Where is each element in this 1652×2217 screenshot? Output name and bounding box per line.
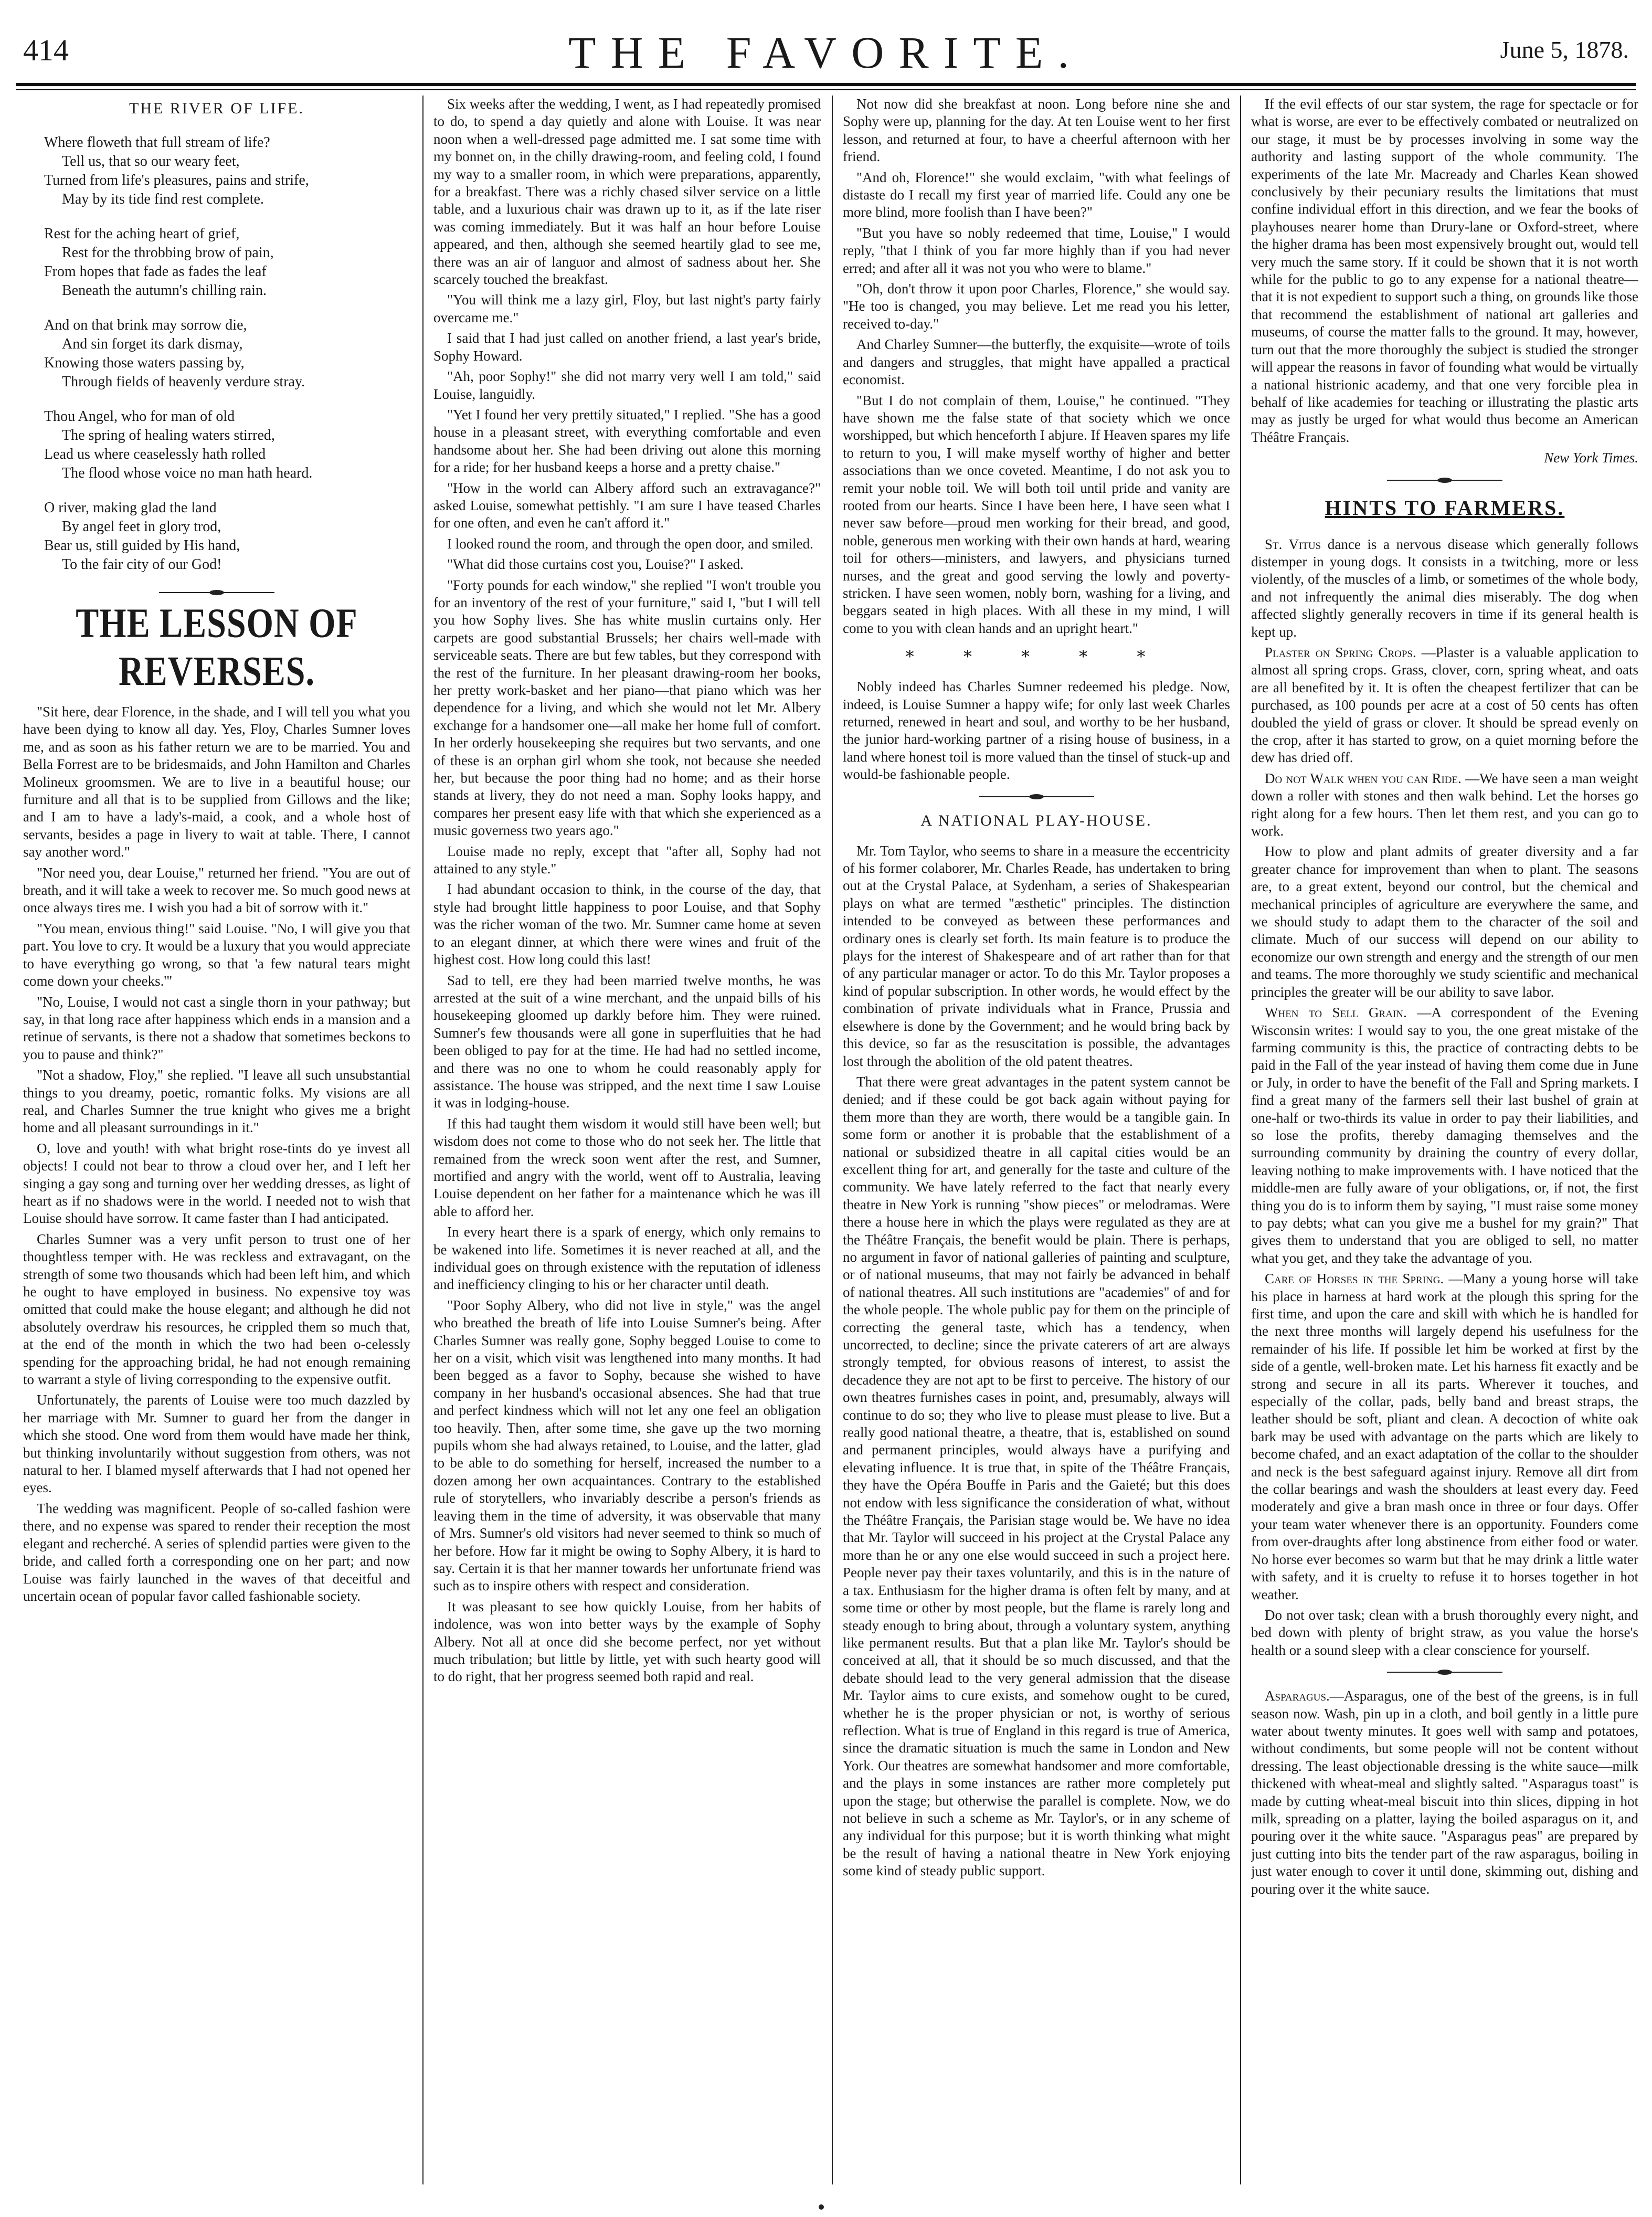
poem-line: The spring of healing waters stirred, xyxy=(62,427,275,444)
story-paragraph: "Oh, don't throw it upon poor Charles, Florence," she would say. "He too is changed, you may believe. Let me read you his letter, received to-day." xyxy=(843,281,1230,332)
story-conclusion: Nobly indeed has Charles Sumner redeemed his pledge. Now, indeed, is Louise Sumner a happy wife; for only last week Charles returned, renewed in heart and soul, and worthy to be her husband, the junior hard-working partner of a rising house of business, in a land where honest toil is more valued than the tinsel of stuck-up and would-be fashionable people. xyxy=(843,679,1230,783)
page-number: 414 xyxy=(23,33,69,67)
poem-title: THE RIVER OF LIFE. xyxy=(129,100,304,117)
poem-line: Where floweth that full stream of life? xyxy=(44,134,270,151)
poem-stanza xyxy=(44,407,410,483)
story-paragraph: "No, Louise, I would not cast a single thorn in your pathway; but say, in that long race after happiness which ends in a mansion and a retinue of servants, is there not a shadow that sometimes beckons to you to pause and think?" xyxy=(23,994,410,1062)
story-paragraph: "Poor Sophy Albery, who did not live in style," was the angel who breathed the breath of life into Louise Sumner's being. After Charles Sumner was really gone, Sophy begged Louise to come to her on a visit, which visit was lengthened into many months. It had been begged as a favor to Sophy, because she wished to have company in her husband's occasional absences. She had that true and perfect kindness which will not let any one feel an obligation too heavily. Then, after some time, she gave up the two morning pupils whom she had always retained, to Louise, and the latter, glad to be able to do something for herself, increased the number to a dozen among her own acquaintances. Contrary to the established rule of storytellers, who invariably describe a person's friends as leaving them in the time of adversity, it was observable that many of Mrs. Sumner's old visitors had never seemed to think so much of her before. How far it might be owing to Sophy Albery, it is hard to say. Certain it is that her manner towards her unfortunate friend was such as to inspire others with respect and consideration. xyxy=(433,1297,821,1594)
poem-line: And sin forget its dark dismay, xyxy=(62,336,243,352)
story-paragraph: "What did those curtains cost you, Louise?" I asked. xyxy=(447,556,744,573)
story-paragraph: Charles Sumner was a very unfit person to trust one of her thoughtless temper with. He was reckless and extravagant, on the strength of some two thousands which had been left him, and which he ought to have employed in business. No expensive toy was omitted that could make the house elegant; and although he did not absolutely overdraw his resources, he crippled them so much that, at the end of the month in which the two had been o-celessly spending for the approaching bridal, he had not enough remaining to warrant a style of living corresponding to the expensive outfit. xyxy=(23,1231,410,1388)
story-paragraph: "How in the world can Albery afford such an extravagance?" asked Louise, somewhat pettishly. "I am sure I have teased Charles for one often, and even he can't afford it." xyxy=(433,480,821,531)
playhouse-paragraph: That there were great advantages in the patent system cannot be denied; and if these could be got back again without paying for them more than they are worth, there would be a tangible gain. In some form or another it is probable that the establishment of a national or subsidized theatre in all capital cities would be an excellent thing for art, and generally for the taste and culture of the community. We have lately referred to the fact that nearly every theatre in New York is running "show pieces" or melodramas. Were there a house here in which the plays were regulated as they are at the Théâtre Français, the benefit would be plain. There is perhaps, no argument in favor of national galleries of painting and sculpture, or of national museums, that may not fairly be advanced in behalf of national theatres. All such institutions are "academies" of and for the whole people. The whole public pay for them on the principle of correcting the general taste, which has a tendency, when uncorrected, to decline; since the private caterers of art are always strongly tempted, for obvious reasons of interest, to assist the decadence they are not apt to be first to perceive. The history of our own theatres furnishes cases in point, and, presumably, always will continue to do so; they who live to please must please to live. But a really good national theatre, a theatre, that is, established on sound and permanent principles, would always have a purifying and elevating influence. It is true that, in spite of the Théâtre Français, they have the Opéra Bouffe in Paris and the Gaieté; but this does not endow with less significance the consideration of what, without the Théâtre Français, the Parisian stage would be. We have no idea that Mr. Taylor will succeed in his project at the Crystal Palace any more than he or any one else would succeed in such a project here. People never pay their taxes voluntarily, and this is in the nature of a tax. Enthusiasm for the higher drama is often felt by many, and at some time or other by most people, but the flame is rarely long and steady enough to bring about, through a voluntary system, anything like permanent results. But that a plan like Mr. Taylor's should be conceived at all, that it should be so much discussed, and that the debate should lead to the very general admission that the disease Mr. Taylor aims to cure exists, and somehow ought to be cured, whether he is the proper physician or not, is worthy of serious reflection. What is true of England in this regard is true of America, since the dramatic situation is much the same in London and New York. Our theatres are somewhat handsomer and more comfortable, and the plays in some instances are rather more completely put upon the stage; but otherwise the parallel is complete. Now, we do not believe in such a scheme as Mr. Taylor's, or in any scheme of any individual for this purpose; but it is worth thinking what might be the result of having a national theatre in New York enjoying some kind of steady public support. xyxy=(843,1073,1230,1879)
poem-stanza xyxy=(44,499,410,574)
story-paragraph: Unfortunately, the parents of Louise were too much dazzled by her marriage with Mr. Sumner to guard her from the danger in which she stood. One word from them would have made her think, but thinking involuntarily without suggestion from others, was not natural to her. I blamed myself afterwards that I had not opened her eyes. xyxy=(23,1392,410,1496)
poem-stanza xyxy=(44,316,410,392)
masthead xyxy=(16,5,1636,84)
hint-lead: Plaster on Spring Crops. xyxy=(1265,644,1416,660)
story-title: THE LESSON OF REVERSES. xyxy=(76,600,358,694)
poem-line: By angel feet in glory trod, xyxy=(62,519,221,535)
hint-paragraph xyxy=(1251,1270,1638,1603)
poem-line: Through fields of heavenly verdure stray. xyxy=(62,374,305,390)
hint-text: Do not over task; clean with a brush thoroughly every night, and bed down with plenty of bright straw, as you value the horse's health or a sound sleep with a clear conscience for yourself. xyxy=(1251,1607,1638,1658)
newspaper-title: THE FAVORITE. xyxy=(568,27,1084,78)
column-3 xyxy=(843,96,1230,2190)
story-paragraph: The wedding was magnificent. People of so-called fashion were there, and no expense was spared to render their reception the most elegant and recherché. A series of splendid parties were given to the bride, and called forth a corresponding one on her part; and now Louise was fairly launched in the waves of that deceitful and uncertain ocean of popular favor called fashionable society. xyxy=(23,1500,410,1604)
story-paragraph: "But you have so nobly redeemed that time, Louise," I would reply, "that I think of you far more highly than if you had never erred; and after all it was not you who were to blame." xyxy=(843,225,1230,276)
playhouse-text-continued xyxy=(1251,96,1638,446)
poem-stanza xyxy=(44,133,410,209)
hint-text: —Many a young horse will take his place in harness at hard work at the plough this spring for the first time, and upon the care and skill with which he is handled for the next three months will largely depend his usefulness for the remainder of his life. If possible let him be worked at first by the side of a gentle, well-broken mate. Let his harness fit exactly and be strong and secure in all its parts. Wherever it touches, and especially of the collar, pads, belly band and breast straps, the leather should be soft, pliant and clean. A decoction of white oak bark may be used with advantage on the parts which are likely to become chafed, and an exact adaptation of the collar to the shoulder and neck is the best safeguard against injury. Remove all dirt from the collar bearings and wash the shoulders at least every day. Feed moderately and give a bran mash once in three or four days. Offer your team water whenever there is an opportunity. Founders come from over-draughts after long abstinence from either food or water. No horse ever becomes so warm but that he may drink a little water with safety, and it is cruelty to refuse it to horses together in hot weather. xyxy=(1251,1271,1638,1602)
poem-line: Lead us where ceaselessly hath rolled xyxy=(44,446,266,462)
story-paragraph: "You will think me a lazy girl, Floy, but last night's party fairly overcame me." xyxy=(433,292,821,325)
column-divider xyxy=(832,96,833,2184)
story-paragraph: I looked round the room, and through the open door, and smiled. xyxy=(447,535,813,552)
story-paragraph: In every heart there is a spark of energy, which only remains to be wakened into life. Sometimes it is never reached at all, and the individual goes on through existence with the reputation of idleness and inefficiency clinging to his or her character until death. xyxy=(433,1224,821,1293)
section-ornament xyxy=(979,794,1094,799)
story-paragraph: "Ah, poor Sophy!" she did not marry very well I am told," said Louise, languidly. xyxy=(433,368,821,402)
story-text-continued xyxy=(433,96,821,1686)
poem-line: Tell us, that so our weary feet, xyxy=(62,153,240,170)
hint-text: How to plow and plant admits of greater diversity and a far greater chance for improvement than when to plant. The seasons are, to a great extent, beyond our control, but the chemical and mechanical principles of agriculture are everywhere the same, and we should study to adapt them to the character of the soil and climate. Much of our success will depend on our ability to economize our own strength and energy and the strength of our men and teams. The more thoroughly we study scientific and mechanical principles the greater will be our ability to save labor. xyxy=(1251,843,1638,1000)
page-ornament-dot xyxy=(819,2204,824,2210)
column-1 xyxy=(23,96,410,2190)
story-paragraph: And Charley Sumner—the butterfly, the exquisite—wrote of toils and dangers and struggles, that might have appalled a practical economist. xyxy=(843,336,1230,388)
hint-paragraph xyxy=(1251,1004,1638,1267)
story-paragraph: If this had taught them wisdom it would still have been well; but wisdom does not come to those who do not seek her. The little that remained from the wreck soon went after the rest, and Sumner, mortified and angry with the world, went off to Australia, leaving Louise dependent on her father for a maintenance which he was ill able to afford her. xyxy=(433,1115,821,1219)
hint-paragraph xyxy=(1251,843,1638,1001)
column-divider xyxy=(1240,96,1241,2184)
hint-paragraph xyxy=(1251,770,1638,840)
hint-lead: Do not Walk when you can Ride. xyxy=(1265,770,1462,786)
poem-line: To the fair city of our God! xyxy=(62,556,222,573)
poem-line: And on that brink may sorrow die, xyxy=(44,317,247,333)
poem-line: The flood whose voice no man hath heard. xyxy=(62,465,313,481)
poem-line: Thou Angel, who for man of old xyxy=(44,408,235,425)
story-paragraph: "Forty pounds for each window," she replied "I won't trouble you for an inventory of the rest of your furniture," said I, "but I will tell you how Sophy lives. She has white muslin curtains only. Her carpets are good substantial Brussels; her chairs well-made with serviceable seats. There are but few tables, but they correspond with the rest of the furniture. In her pleasant drawing-room her books, her pretty work-basket and her piano—that piano which was her dependence for a living, and which she would not let Mr. Albery exchange for a handsomer one—all make her home full of comfort. In her orderly housekeeping she requires but two servants, and one of these is an orphan girl whom she took, not because she needed her, but because the poor thing had no home; and as their horse stands at livery, they do not need a man. Sophy looks happy, and compares her present easy life with that which she experienced as a music governess two years ago." xyxy=(433,577,821,839)
playhouse-paragraph: Mr. Tom Taylor, who seems to share in a measure the eccentricity of his former colaborer, Mr. Charles Reade, has undertaken to bring out at the Crystal Palace, at Sydenham, a series of Shakespearian plays on what are termed "æsthetic" principles. The distinction intended to be conveyed as between these performances and ordinary ones is clearly set forth. Its main feature is to produce the plays for the interest of Shakespeare and of art rather than for that of any particular manager or actor. To do this Mr. Taylor proposes a kind of popular subscription. In other words, he would effect by the combination of private individuals what in France, Prussia and elsewhere is done by the Government; and he would bring back by this device, so far as the resuscitation is possible, the advantages lost through the abolition of the old patent theatres. xyxy=(843,842,1230,1069)
section-ornament xyxy=(1387,1670,1502,1675)
column-4 xyxy=(1251,96,1638,2190)
issue-date: June 5, 1878. xyxy=(1500,36,1629,63)
story-paragraph: Louise made no reply, except that "after all, Sophy had not attained to any style." xyxy=(433,843,821,877)
story-paragraph: "And oh, Florence!" she would exclaim, "with what feelings of distaste do I recall my first year of married life. Could any one be more blind, more foolish than I have been?" xyxy=(843,169,1230,220)
hint-text: —A correspondent of the Evening Wisconsin writes: I would say to you, the one great mistake of the farming community is this, the practice of contracting debts to be paid in the Fall of the year instead of having them come due in June or July, in order to have the benefit of the Fall and Spring markets. I find a great many of the farmers sell their last bushel of grain at one-half or two-thirds its value in order to pay their liabilities, and so lose the profits, thereby damaging themselves and the surrounding community by draining the country of every dollar, leaving nothing to make improvements with. I have noticed that the middle-men are fully aware of your obligations, or, if not, the first thing you do is to inform them by saying, "I must raise some money to pay debts; what can you give me a bushel for my grain?" That gives them to understand that you are obliged to sell, no matter what you get, and they take the advantage of you. xyxy=(1251,1005,1638,1266)
story-paragraph: Six weeks after the wedding, I went, as I had repeatedly promised to do, to spend a day quietly and alone with Louise. It was near noon when a well-dressed page admitted me. I sat some time with my bonnet on, in the chilly drawing-room, and feeling cold, I found my way to a smaller room, in which were preparations, apparently, for a breakfast. There was a richly chased silver service on a little table, and a luxurious chair was drawn up to it, as if the late riser was coming immediately. But it was half an hour before Louise appeared, and then, although she seemed heartily glad to see me, there was an air of languor and almost of sadness about her. She scarcely touched the breakfast. xyxy=(433,96,821,288)
poem-line: May by its tide find rest complete. xyxy=(62,191,264,207)
section-ornament xyxy=(159,590,274,595)
asparagus-paragraph: Asparagus.—Asparagus, one of the best of the greens, is in full season now. Wash, pin up in a cloth, and boil gently in a little pure water about twenty minutes. It goes well with samp and potatoes, without condiments, but some people will not be content without dressing. The least objectionable dressing is the white sauce—milk thickened with wheat-meal and slightly salted. "Asparagus toast" is made by cutting wheat-meal biscuit into thin slices, dipping in hot milk, spreading on a platter, laying the boiled asparagus on it, and pouring over it the white sauce. "Asparagus peas" are prepared by just cutting into bits the tender part of the raw asparagus, boiling in just water enough to cover it until done, skimming out, dishing and pouring over it the white sauce. xyxy=(1251,1688,1638,1897)
poem-line: From hopes that fade as fades the leaf xyxy=(44,263,267,280)
story-paragraph: Sad to tell, ere they had been married twelve months, he was arrested at the suit of a wine merchant, and the unpaid bills of his housekeeping gloomed up darkly before him. They were ruined. Sumner's few thousands were all gone in superfluities that he had been obliged to pay for at the time. He had had no settled income, and there was no one to whom he could reasonably apply for assistance. The house was stripped, and the next time I saw Louise it was in lodging-house. xyxy=(433,972,821,1111)
poem-line: Knowing those waters passing by, xyxy=(44,355,245,371)
story-paragraph: I had abundant occasion to think, in the course of the day, that style had brought little happiness to poor Louise, and that Sophy was the richer woman of the two. Mr. Sumner came home at seven to an elegant dinner, at which there were wines and fruit of the highest cost. How long could this last! xyxy=(433,881,821,968)
hint-lead: St. Vitus xyxy=(1265,536,1321,552)
poem-stanza xyxy=(44,225,410,300)
story-paragraph: "Nor need you, dear Louise," returned her friend. "You are out of breath, and it will take a week to recover me. So much good news at once always tires me. I wish you had a bit of sorrow with it." xyxy=(23,864,410,916)
section-stars: * * * * * xyxy=(905,647,1168,667)
playhouse-text xyxy=(843,842,1230,1880)
column-divider xyxy=(422,96,423,2184)
hint-paragraph xyxy=(1251,644,1638,767)
story-paragraph: O, love and youth! with what bright rose-tints do ye invest all objects! I could not bear to throw a cloud over her, and I left her singing a gay song and turning over her wedding dresses, as light of heart as if no shadows were in the world. I needed not to wish that Louise should have sorrow. It came faster than I had anticipated. xyxy=(23,1140,410,1227)
poem-line: O river, making glad the land xyxy=(44,500,217,516)
playhouse-credit: New York Times. xyxy=(1544,450,1638,466)
section-ornament xyxy=(1387,478,1502,483)
poem-line: Rest for the aching heart of grief, xyxy=(44,226,240,242)
hints-title: HINTS TO FARMERS. xyxy=(1325,495,1565,520)
hint-lead: When to Sell Grain. xyxy=(1265,1005,1407,1021)
story-paragraph: It was pleasant to see how quickly Louise, from her habits of indolence, was won into better ways by the example of Sophy Albery. Not all at once did she become perfect, nor yet without much tribulation; but little by little, yet with such hearty good will to do right, that her progress seemed both rapid and real. xyxy=(433,1598,821,1685)
poem-body xyxy=(23,133,410,574)
poem-line: Beneath the autumn's chilling rain. xyxy=(62,282,267,299)
story-text-continued xyxy=(843,96,1230,637)
column-2 xyxy=(433,96,821,2190)
story-paragraph: "Yet I found her very prettily situated," I replied. "She has a good house in a pleasant street, with everything comfortable and even handsome about her. She had been driving out alone this morning for a ride; for her husband keeps a horse and a pretty chaise." xyxy=(433,406,821,476)
hints-text xyxy=(1251,536,1638,1660)
hint-text: —Plaster is a valuable application to almost all spring crops. Grass, clover, corn, spring wheat, and oats are all benefited by it. It is often the cheapest fertilizer that can be purchased, as 100 pounds per acre at a cost of 50 cents has often doubled the yield of grass or clover. It should be spread evenly on the crop, after it has started to grow, on a quiet morning before the dew has dried off. xyxy=(1251,644,1638,766)
poem-line: Turned from life's pleasures, pains and strife, xyxy=(44,172,309,188)
playhouse-title: A NATIONAL PLAY-HOUSE. xyxy=(920,811,1152,829)
poem-line: Rest for the throbbing brow of pain, xyxy=(62,245,274,261)
story-paragraph: "You mean, envious thing!" said Louise. "No, I will give you that part. You love to cry. It would be a luxury that you would appreciate to have everything go wrong, so that 'a few natural tears might come down your cheeks.'" xyxy=(23,920,410,989)
playhouse-paragraph: If the evil effects of our star system, the rage for spectacle or for what is worse, are ever to be effectively combated or neutralized on our stage, it must be by processes involving in some way the authority and lasting support of the whole community. The experiments of the late Mr. Macready and Charles Kean showed conclusively by their pecuniary results the limitations that must confine individual effort in this direction, and we fear the books of playhouses nearer home than Drury-lane or Oxford-street, where the higher drama has been most expensively brought out, would tell very much the same story. If it could be shown that it is not worth while for the public to go to any expense for a national theatre—that it is not expedient to support such a thing, on grounds like those that recommend the establishment of national art galleries and museums, of course the matter falls to the ground. It may, however, turn out that the more thoroughly the subject is studied the stronger will appear the reasons in favor of founding what would be virtually a national histrionic academy, and that one very forcible plea in behalf of like academies for teaching or illustrating the plastic arts may as justly be urged for what would thus become an American Théâtre Français. xyxy=(1251,96,1638,445)
header-rule-thin xyxy=(16,89,1636,90)
story-paragraph: "Not a shadow, Floy," she replied. "I leave all such unsubstantial things to you dreamy, poetic, romantic folks. My visions are all real, and Charles Sumner the true knight who gives me a bright home and all pleasant surroundings in it." xyxy=(23,1067,410,1136)
hint-text: —We have seen a man weight down a roller with stones and then walk behind. Let the horses go right along for a few hours. Then let them rest, and you can go to work. xyxy=(1251,770,1638,839)
story-paragraph: Not now did she breakfast at noon. Long before nine she and Sophy were up, planning for the day. At ten Louise went to her first lesson, and returned at four, to have a cheerful afternoon with her friend. xyxy=(843,96,1230,165)
poem-line: Bear us, still guided by His hand, xyxy=(44,537,240,554)
hint-paragraph xyxy=(1251,1607,1638,1659)
story-paragraph: "But I do not complain of them, Louise," he continued. "They have shown me the false state of that society which we once worshipped, but which henceforth I abjure. If Heaven spares my life to return to you, I will make myself worthy of higher and better associations than we once coveted. Meantime, I do not ask you to remit your noble toil. We will both toil until pride and vanity are rooted from our hearts. Since I have been here, I have seen what I never saw before—proud men working for their bread, and good, noble, generous men working with their own hands at hard, wearing toil for others—ministers, and lawyers, and physicians turned nurses, and the great and good serving the lowly and poverty-stricken. I have seen women, nobly born, washing for a living, and beggars seated in high places. With all these in my mind, I will come to you with clean hands and an upright heart." xyxy=(843,392,1230,636)
story-paragraph: "Sit here, dear Florence, in the shade, and I will tell you what you have been dying to know all day. Yes, Floy, Charles Sumner loves me, and as soon as his father return we are to be married. You and Bella Forrest are to be bridesmaids, and John Hamilton and Charles Molineux groomsmen. We are to live in a beautiful house; our furniture and all that is to be supplied from Gillows and the like; and I am to have a lady's-maid, a cook, and a whole host of servants, besides a page in livery to wait at table. There, I cannot say another word." xyxy=(23,704,410,860)
story-paragraph: I said that I had just called on another friend, a last year's bride, Sophy Howard. xyxy=(433,330,821,364)
hint-paragraph xyxy=(1251,536,1638,641)
story-text xyxy=(23,703,410,1605)
hint-text: dance is a nervous disease which generally follows distemper in young dogs. It consists in a twitching, more or less violently, of the muscles of a limb, or sometimes of the whole body, and not infrequently the animal dies miserably. The dog when affected slightly generally recovers in time if its general health is kept up. xyxy=(1251,536,1638,640)
hint-lead: Care of Horses in the Spring. xyxy=(1265,1271,1444,1287)
header-rule-thick xyxy=(16,83,1636,86)
